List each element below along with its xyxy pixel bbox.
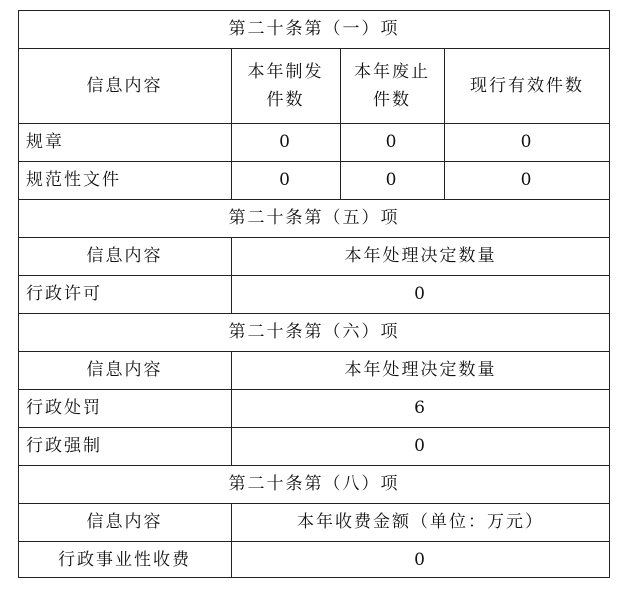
header-info-content: 信息内容: [86, 360, 163, 380]
regulations-new-value: 0: [279, 132, 292, 152]
row-label-regulations: 规章: [26, 132, 64, 152]
header-decision-count: 本年处理决定数量: [344, 246, 497, 266]
row-label-administrative-fees: 行政事业性收费: [58, 549, 191, 570]
row-label-administrative-license: 行政许可: [26, 284, 102, 304]
header-new-count-line1: 本年制发: [247, 61, 324, 82]
section-title-6: 第二十条第（六）项: [228, 322, 400, 342]
regulations-valid-value: 0: [520, 132, 534, 152]
header-valid-count: 现行有效件数: [470, 75, 584, 96]
header-info-content: 信息内容: [86, 246, 163, 266]
row-label-administrative-enforcement: 行政强制: [26, 436, 102, 456]
normative-valid-value: 0: [520, 170, 534, 190]
administrative-enforcement-value: 0: [414, 436, 427, 456]
regulations-abolished-value: 0: [385, 132, 399, 152]
section-title-5: 第二十条第（五）项: [228, 208, 400, 228]
row-label-administrative-penalty: 行政处罚: [26, 398, 102, 418]
section-title-8: 第二十条第（八）项: [228, 474, 400, 494]
row-label-normative-documents: 规范性文件: [26, 170, 121, 190]
administrative-license-value: 0: [414, 284, 427, 304]
administrative-penalty-value: 6: [414, 398, 427, 418]
header-info-content: 信息内容: [86, 512, 163, 532]
disclosure-table: [18, 10, 610, 578]
header-info-content: 信息内容: [86, 75, 163, 96]
header-fee-amount: 本年收费金额（单位：万元）: [297, 512, 544, 532]
normative-new-value: 0: [279, 170, 292, 190]
section-title-1: 第二十条第（一）项: [228, 19, 400, 39]
header-new-count-line2: 件数: [266, 89, 305, 110]
header-abolished-count-line2: 件数: [373, 89, 411, 110]
header-abolished-count: [340, 48, 444, 123]
header-new-count: [231, 48, 340, 123]
normative-abolished-value: 0: [385, 170, 399, 190]
header-abolished-count-line1: 本年废止: [354, 61, 430, 82]
administrative-fees-value: 0: [414, 549, 427, 570]
header-decision-count: 本年处理决定数量: [344, 360, 497, 380]
